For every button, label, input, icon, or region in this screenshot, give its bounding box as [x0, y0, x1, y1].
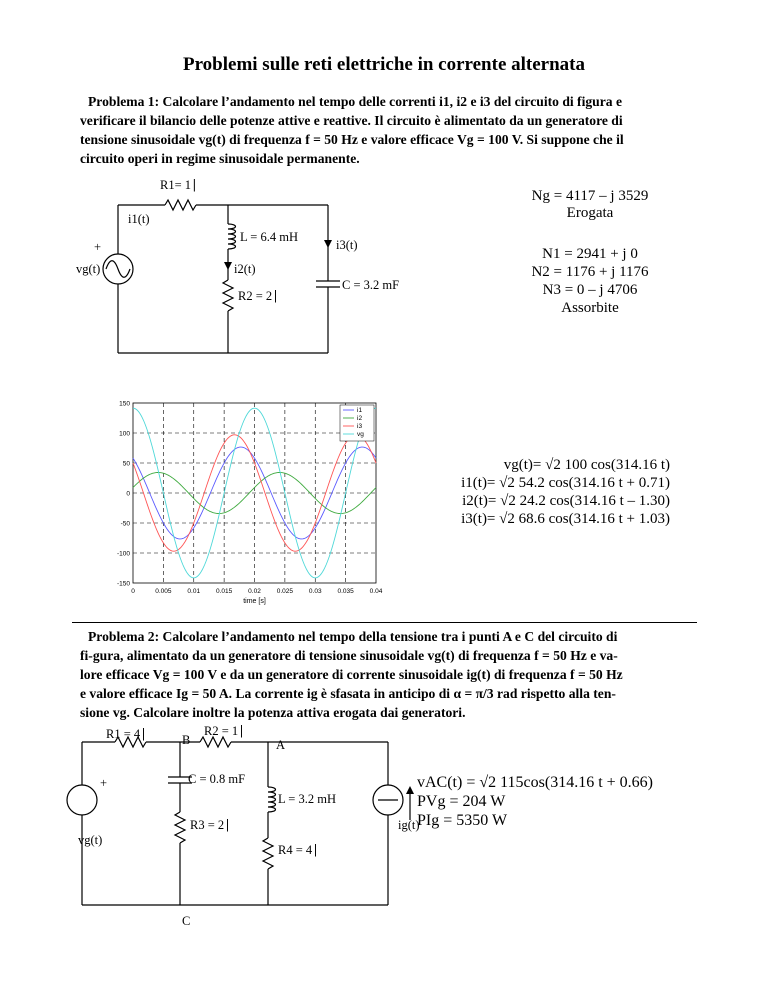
y-tick-label: 0 — [126, 490, 130, 498]
problem2-results — [417, 773, 653, 830]
y-tick-label: -50 — [120, 520, 130, 528]
i3-label: i3(t) — [336, 238, 358, 252]
problem1-line: verificare il bilancio delle potenze attive e reattive. Il circuito è alimentato da un generatore di — [80, 113, 623, 128]
vg-label-2: vg(t) — [78, 833, 103, 847]
x-tick-label: 0.015 — [215, 588, 233, 595]
x-axis-label: time [s] — [243, 598, 266, 605]
r2-label: R2 = 2 ⎸ — [238, 289, 288, 303]
n2-value: N2 = 1176 + j 1176 — [531, 264, 649, 280]
ig-label: ig(t) — [398, 818, 420, 832]
y-tick-label: 150 — [119, 400, 130, 408]
l-label: L = 6.4 mH — [240, 230, 298, 244]
ng-value: Ng = 4117 – j 3529 — [531, 188, 649, 204]
y-tick-label: 50 — [122, 460, 130, 468]
c-label-2: C = 0.8 mF — [188, 772, 246, 786]
equation-i1: i1(t)= √2 54.2 cos(314.16 t + 0.71) — [461, 475, 670, 491]
x-tick-label: 0.04 — [369, 588, 383, 595]
x-tick-label: 0.035 — [337, 588, 354, 595]
x-tick-label: 0 — [131, 588, 135, 595]
n3-value: N3 = 0 – j 4706 — [542, 282, 638, 298]
y-tick-label: -150 — [116, 580, 130, 588]
x-tick-label: 0.025 — [276, 588, 294, 595]
plus-sign-2: + — [100, 776, 108, 790]
legend-label-vg: vg — [357, 431, 364, 438]
x-tick-label: 0.02 — [248, 588, 261, 595]
node-b-label: B — [182, 733, 191, 747]
node-c-label: C — [182, 914, 191, 928]
node-a-label: A — [276, 738, 286, 752]
pig-result: PIg = 5350 W — [417, 812, 508, 829]
r1-label: R1= 1 ⎸ — [160, 178, 207, 192]
pvg-result: PVg = 204 W — [417, 793, 506, 810]
problem1-line: tensione sinusoidale vg(t) di frequenza f = 50 Hz e valore efficace Vg = 100 V. Si suppone che il — [80, 132, 624, 147]
assorbite-label: Assorbite — [561, 300, 619, 316]
problem1-line: Problema 1: Calcolare l’andamento nel tempo delle correnti i1, i2 e i3 del circuito di figura e — [88, 94, 622, 109]
ohm-glyph: ⎸ — [194, 178, 207, 192]
plus-sign: + — [94, 240, 102, 254]
legend-label-i2: i2 — [357, 415, 363, 422]
x-tick-label: 0.01 — [187, 588, 201, 595]
problem2-line: sione vg. Calcolare inoltre la potenza attiva erogata dai generatori. — [80, 705, 466, 720]
x-tick-label: 0.03 — [308, 588, 322, 595]
legend-label-i1: i1 — [357, 407, 363, 414]
problem1-line: circuito operi in regime sinusoidale permanente. — [80, 151, 360, 166]
ohm-glyph: ⎸ — [143, 727, 156, 741]
i2-label: i2(t) — [234, 262, 256, 276]
l-label-2: L = 3.2 mH — [278, 792, 336, 806]
equation-i3: i3(t)= √2 68.6 cos(314.16 t + 1.03) — [461, 511, 670, 527]
ohm-glyph: ⎸ — [315, 843, 328, 857]
c-label: C = 3.2 mF — [342, 278, 400, 292]
i1-label: i1(t) — [128, 212, 150, 226]
problem2-line: Problema 2: Calcolare l’andamento nel tempo della tensione tra i punti A e C del circuito di — [88, 629, 618, 644]
x-tick-label: 0.005 — [155, 588, 172, 595]
problem2-line: fi-gura, alimentato da un generatore di tensione sinusoidale vg(t) di frequenza f = 50 Hz e va- — [80, 648, 618, 663]
ohm-glyph: ⎸ — [241, 724, 254, 738]
r2-label-2: R2 = 1 ⎸ — [204, 724, 254, 738]
ohm-glyph: ⎸ — [227, 818, 240, 832]
problem2-line: e valore efficace Ig = 50 A. La corrente ig è sfasata in anticipo di α = π/3 rad rispetto alla ten- — [80, 686, 616, 701]
r4-label: R4 = 4 ⎸ — [278, 843, 328, 857]
equation-vg: vg(t)= √2 100 cos(314.16 t) — [503, 457, 670, 473]
erogata-label: Erogata — [566, 205, 614, 221]
n1-value: N1 = 2941 + j 0 — [542, 246, 638, 262]
equation-i2: i2(t)= √2 24.2 cos(314.16 t – 1.30) — [462, 493, 670, 509]
vac-result: vAC(t) = √2 115cos(314.16 t + 0.66) — [417, 774, 653, 791]
r3-label: R3 = 2 ⎸ — [190, 818, 240, 832]
r1-label-2: R1 = 4 ⎸ — [106, 727, 156, 741]
legend-label-i3: i3 — [357, 423, 363, 430]
page-title: Problemi sulle reti elettriche in corrente alternata — [182, 54, 586, 75]
y-tick-label: -100 — [116, 550, 130, 558]
vg-label: vg(t) — [76, 262, 101, 276]
problem2-line: lore efficace Vg = 100 V e da un generatore di corrente sinusoidale ig(t) di frequenza f = 50 Hz — [80, 667, 623, 682]
ohm-glyph: ⎸ — [275, 289, 288, 303]
y-tick-label: 100 — [119, 430, 130, 438]
